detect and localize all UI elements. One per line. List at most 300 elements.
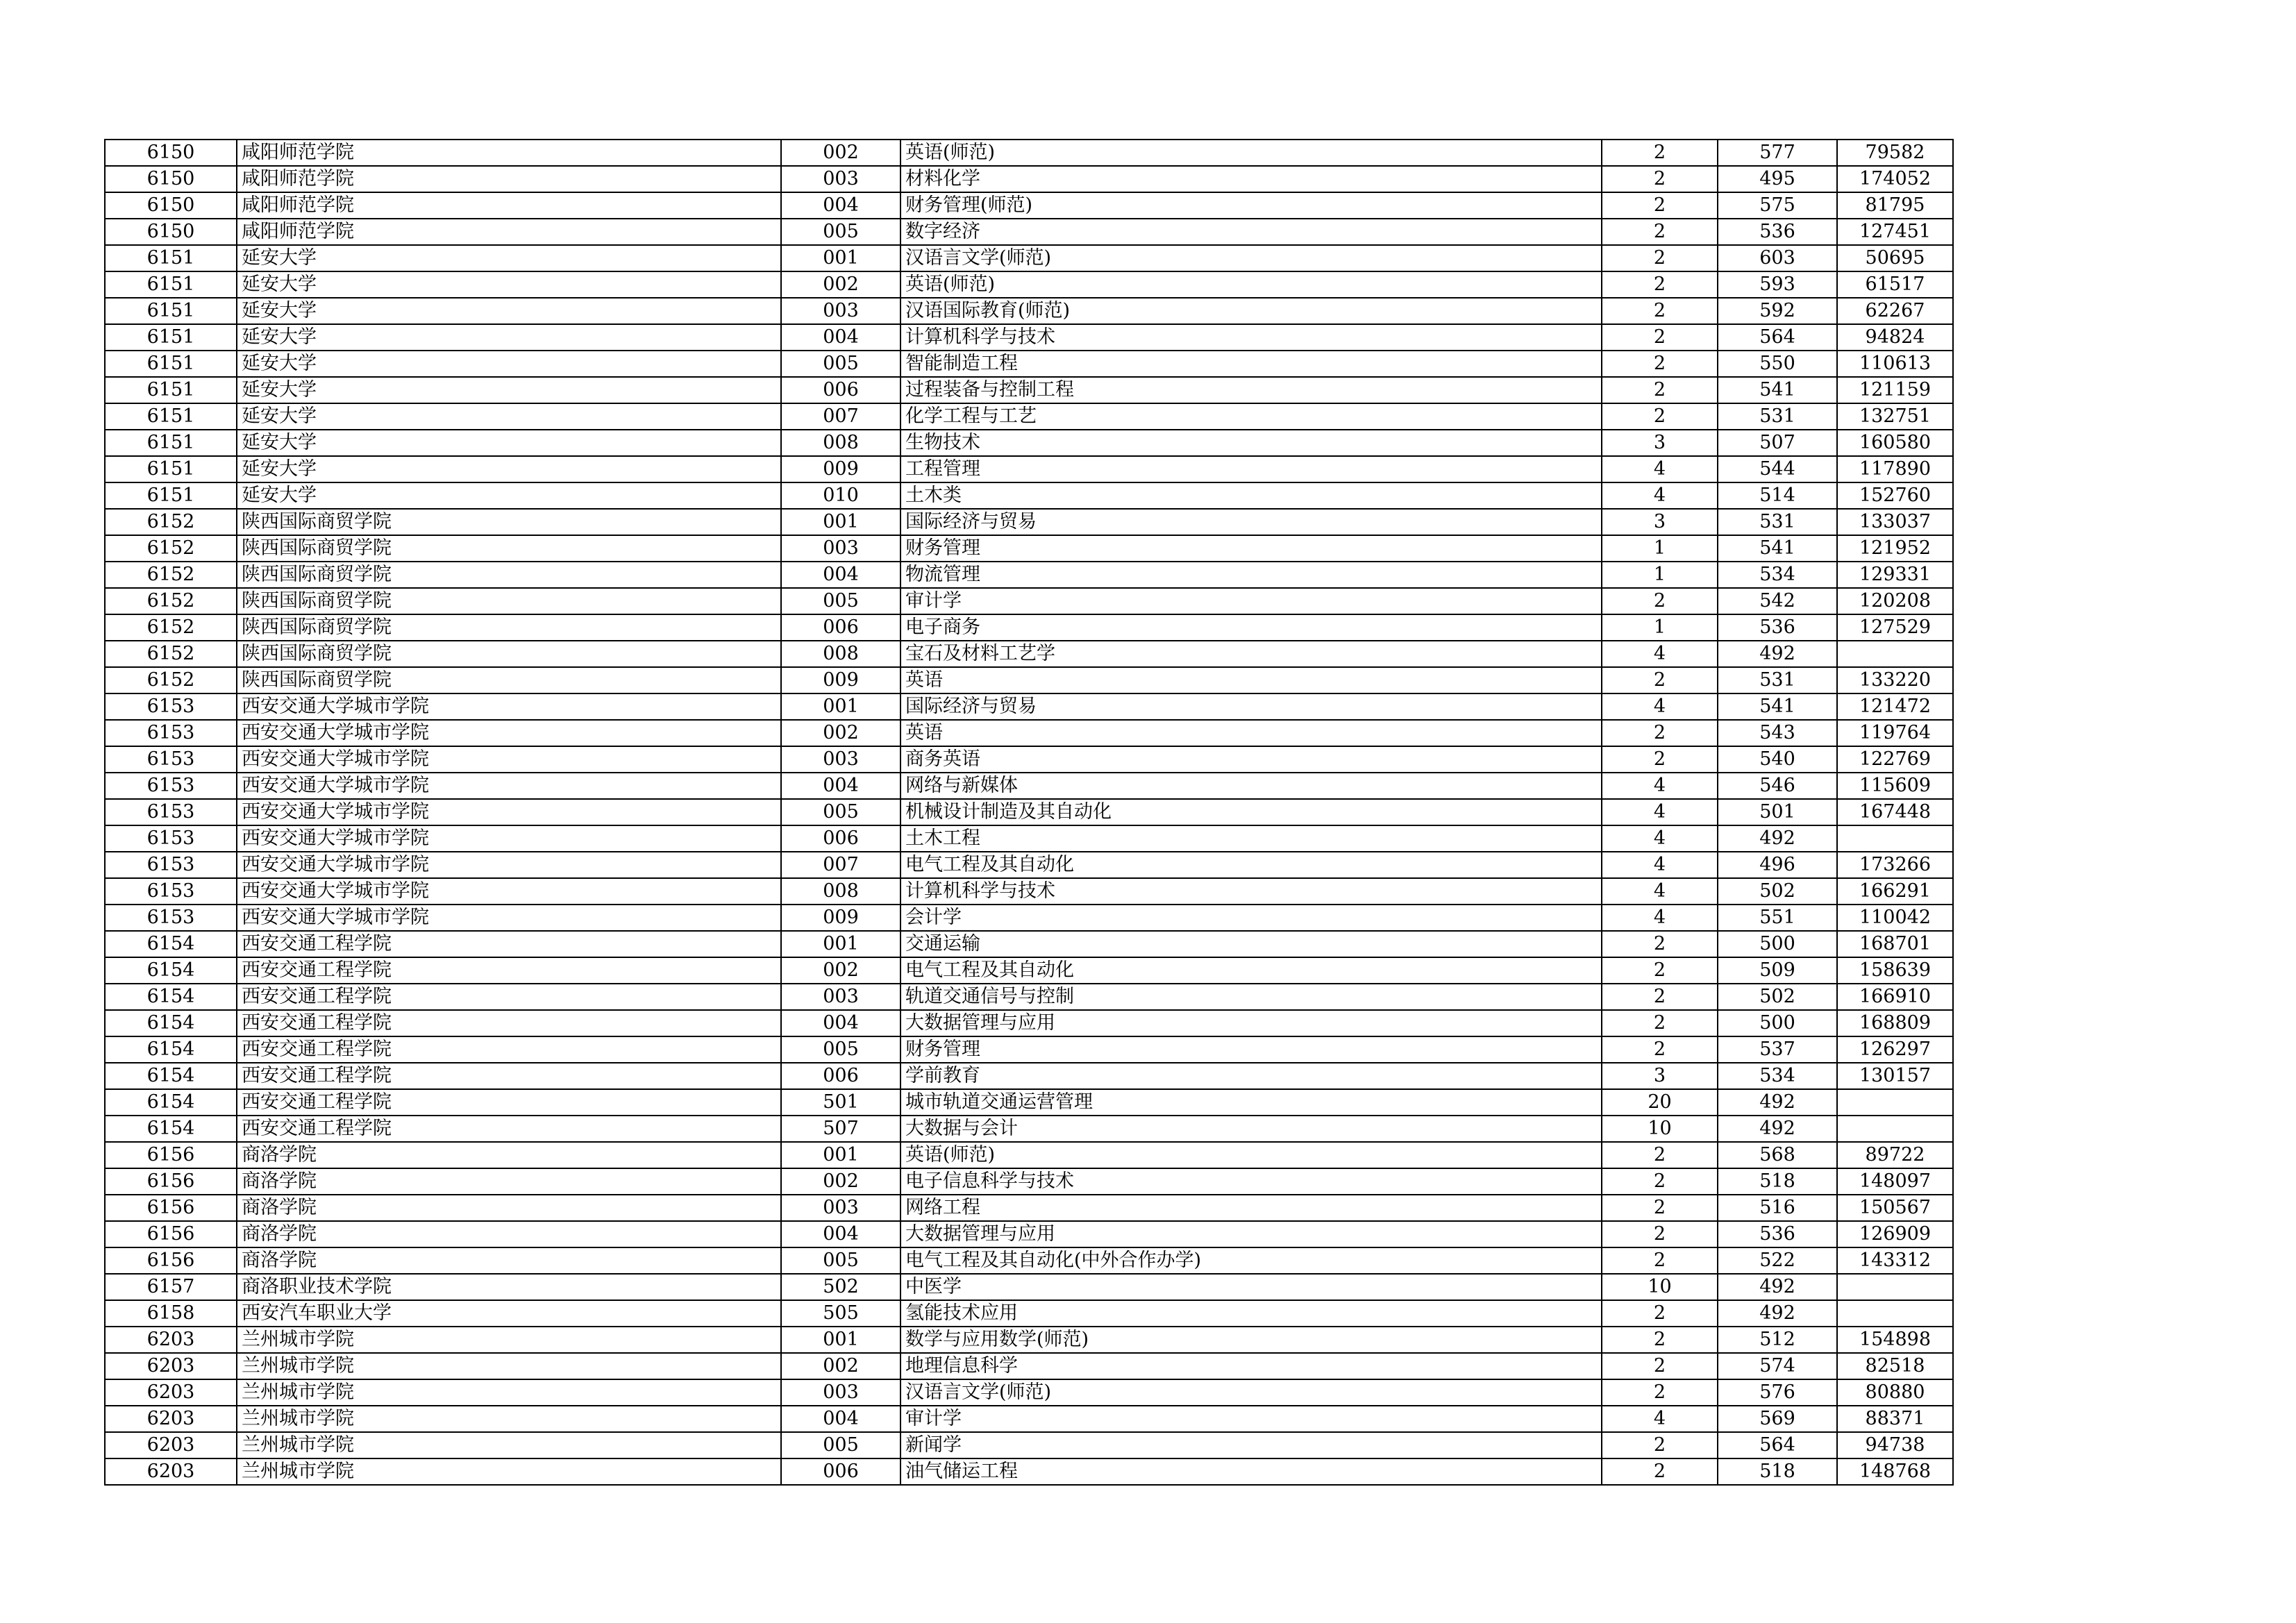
major-name-cell: 英语(师范) — [900, 271, 1602, 298]
major-code-cell: 502 — [781, 1274, 900, 1300]
table-row — [105, 1458, 1953, 1485]
table-row — [105, 1168, 1953, 1195]
major-code-cell: 004 — [781, 1010, 900, 1036]
school-name-cell: 西安交通大学城市学院 — [237, 746, 781, 773]
major-name-cell: 工程管理 — [900, 456, 1602, 482]
table-row — [105, 271, 1953, 298]
major-name-cell: 新闻学 — [900, 1432, 1602, 1458]
plan-count-cell: 2 — [1602, 1458, 1718, 1485]
school-name-cell: 西安交通工程学院 — [237, 1116, 781, 1142]
school-code-cell: 6152 — [105, 614, 237, 641]
min-rank-cell: 50695 — [1837, 245, 1953, 271]
plan-count-cell: 2 — [1602, 588, 1718, 614]
table-row — [105, 219, 1953, 245]
school-code-cell: 6154 — [105, 931, 237, 957]
min-rank-cell — [1837, 1089, 1953, 1116]
school-name-cell: 西安交通工程学院 — [237, 931, 781, 957]
school-code-cell: 6152 — [105, 588, 237, 614]
table-row — [105, 905, 1953, 931]
school-name-cell: 商洛学院 — [237, 1195, 781, 1221]
school-name-cell: 西安交通工程学院 — [237, 1089, 781, 1116]
table-row — [105, 931, 1953, 957]
min-rank-cell — [1837, 1116, 1953, 1142]
plan-count-cell: 4 — [1602, 641, 1718, 667]
major-code-cell: 004 — [781, 1406, 900, 1432]
min-score-cell: 492 — [1718, 641, 1837, 667]
plan-count-cell: 2 — [1602, 1327, 1718, 1353]
min-rank-cell: 173266 — [1837, 852, 1953, 878]
school-name-cell: 延安大学 — [237, 456, 781, 482]
plan-count-cell: 2 — [1602, 1168, 1718, 1195]
table-row — [105, 1036, 1953, 1063]
min-score-cell: 502 — [1718, 878, 1837, 905]
table-row — [105, 825, 1953, 852]
min-score-cell: 577 — [1718, 140, 1837, 166]
major-code-cell: 003 — [781, 1195, 900, 1221]
school-name-cell: 兰州城市学院 — [237, 1379, 781, 1406]
major-name-cell: 英语(师范) — [900, 1142, 1602, 1168]
major-code-cell: 003 — [781, 535, 900, 562]
min-score-cell: 536 — [1718, 219, 1837, 245]
table-row — [105, 245, 1953, 271]
major-name-cell: 计算机科学与技术 — [900, 878, 1602, 905]
major-code-cell: 006 — [781, 377, 900, 403]
school-name-cell: 咸阳师范学院 — [237, 219, 781, 245]
min-rank-cell: 158639 — [1837, 957, 1953, 984]
min-rank-cell: 62267 — [1837, 298, 1953, 324]
plan-count-cell: 2 — [1602, 245, 1718, 271]
min-rank-cell: 132751 — [1837, 403, 1953, 430]
school-code-cell: 6153 — [105, 799, 237, 825]
min-rank-cell: 121952 — [1837, 535, 1953, 562]
min-score-cell: 541 — [1718, 377, 1837, 403]
table-body — [105, 140, 1953, 1485]
min-score-cell: 575 — [1718, 192, 1837, 219]
school-code-cell: 6156 — [105, 1142, 237, 1168]
school-name-cell: 陕西国际商贸学院 — [237, 562, 781, 588]
min-rank-cell: 127529 — [1837, 614, 1953, 641]
major-name-cell: 城市轨道交通运营管理 — [900, 1089, 1602, 1116]
plan-count-cell: 4 — [1602, 482, 1718, 509]
school-code-cell: 6151 — [105, 245, 237, 271]
major-name-cell: 物流管理 — [900, 562, 1602, 588]
plan-count-cell: 2 — [1602, 931, 1718, 957]
major-code-cell: 006 — [781, 1063, 900, 1089]
major-code-cell: 009 — [781, 456, 900, 482]
table-row — [105, 166, 1953, 192]
major-name-cell: 审计学 — [900, 1406, 1602, 1432]
major-code-cell: 006 — [781, 1458, 900, 1485]
major-code-cell: 004 — [781, 773, 900, 799]
min-score-cell: 576 — [1718, 1379, 1837, 1406]
min-rank-cell: 110042 — [1837, 905, 1953, 931]
major-code-cell: 003 — [781, 984, 900, 1010]
major-name-cell: 财务管理 — [900, 1036, 1602, 1063]
table-row — [105, 667, 1953, 693]
table-row — [105, 377, 1953, 403]
table-row — [105, 614, 1953, 641]
plan-count-cell: 2 — [1602, 957, 1718, 984]
table-row — [105, 693, 1953, 720]
min-rank-cell: 61517 — [1837, 271, 1953, 298]
school-name-cell: 商洛学院 — [237, 1247, 781, 1274]
table-row — [105, 509, 1953, 535]
plan-count-cell: 2 — [1602, 984, 1718, 1010]
min-score-cell: 492 — [1718, 1274, 1837, 1300]
major-code-cell: 005 — [781, 1036, 900, 1063]
major-code-cell: 002 — [781, 957, 900, 984]
school-name-cell: 兰州城市学院 — [237, 1406, 781, 1432]
school-code-cell: 6153 — [105, 720, 237, 746]
min-score-cell: 536 — [1718, 1221, 1837, 1247]
school-name-cell: 西安交通大学城市学院 — [237, 773, 781, 799]
table-row — [105, 324, 1953, 351]
school-code-cell: 6150 — [105, 140, 237, 166]
school-code-cell: 6203 — [105, 1379, 237, 1406]
table-row — [105, 799, 1953, 825]
min-rank-cell: 79582 — [1837, 140, 1953, 166]
major-name-cell: 土木类 — [900, 482, 1602, 509]
min-rank-cell: 122769 — [1837, 746, 1953, 773]
plan-count-cell: 2 — [1602, 351, 1718, 377]
major-code-cell: 008 — [781, 641, 900, 667]
min-rank-cell: 121472 — [1837, 693, 1953, 720]
major-code-cell: 001 — [781, 931, 900, 957]
min-rank-cell — [1837, 641, 1953, 667]
major-name-cell: 电气工程及其自动化 — [900, 852, 1602, 878]
min-rank-cell: 120208 — [1837, 588, 1953, 614]
plan-count-cell: 2 — [1602, 1142, 1718, 1168]
major-name-cell: 中医学 — [900, 1274, 1602, 1300]
min-rank-cell: 130157 — [1837, 1063, 1953, 1089]
major-name-cell: 电气工程及其自动化(中外合作办学) — [900, 1247, 1602, 1274]
major-name-cell: 轨道交通信号与控制 — [900, 984, 1602, 1010]
major-code-cell: 002 — [781, 140, 900, 166]
school-code-cell: 6203 — [105, 1406, 237, 1432]
school-name-cell: 延安大学 — [237, 430, 781, 456]
major-code-cell: 009 — [781, 667, 900, 693]
min-score-cell: 564 — [1718, 324, 1837, 351]
school-name-cell: 延安大学 — [237, 245, 781, 271]
major-name-cell: 机械设计制造及其自动化 — [900, 799, 1602, 825]
major-code-cell: 003 — [781, 298, 900, 324]
min-score-cell: 546 — [1718, 773, 1837, 799]
school-code-cell: 6151 — [105, 403, 237, 430]
major-code-cell: 005 — [781, 799, 900, 825]
min-score-cell: 518 — [1718, 1458, 1837, 1485]
school-name-cell: 兰州城市学院 — [237, 1327, 781, 1353]
min-score-cell: 507 — [1718, 430, 1837, 456]
table-row — [105, 1327, 1953, 1353]
major-code-cell: 008 — [781, 430, 900, 456]
school-name-cell: 西安交通大学城市学院 — [237, 905, 781, 931]
school-name-cell: 延安大学 — [237, 351, 781, 377]
plan-count-cell: 2 — [1602, 140, 1718, 166]
plan-count-cell: 2 — [1602, 1036, 1718, 1063]
min-score-cell: 500 — [1718, 1010, 1837, 1036]
major-name-cell: 国际经济与贸易 — [900, 693, 1602, 720]
min-score-cell: 496 — [1718, 852, 1837, 878]
plan-count-cell: 2 — [1602, 1300, 1718, 1327]
school-name-cell: 西安交通大学城市学院 — [237, 799, 781, 825]
major-code-cell: 002 — [781, 720, 900, 746]
plan-count-cell: 2 — [1602, 403, 1718, 430]
min-rank-cell: 168809 — [1837, 1010, 1953, 1036]
plan-count-cell: 4 — [1602, 905, 1718, 931]
table-row — [105, 773, 1953, 799]
table-row — [105, 1247, 1953, 1274]
min-rank-cell: 154898 — [1837, 1327, 1953, 1353]
min-score-cell: 516 — [1718, 1195, 1837, 1221]
school-name-cell: 西安汽车职业大学 — [237, 1300, 781, 1327]
school-name-cell: 延安大学 — [237, 482, 781, 509]
school-code-cell: 6203 — [105, 1353, 237, 1379]
plan-count-cell: 1 — [1602, 535, 1718, 562]
min-rank-cell: 148097 — [1837, 1168, 1953, 1195]
table-row — [105, 1195, 1953, 1221]
school-code-cell: 6152 — [105, 641, 237, 667]
major-name-cell: 汉语国际教育(师范) — [900, 298, 1602, 324]
table-row — [105, 430, 1953, 456]
school-name-cell: 西安交通大学城市学院 — [237, 878, 781, 905]
plan-count-cell: 2 — [1602, 166, 1718, 192]
school-name-cell: 咸阳师范学院 — [237, 140, 781, 166]
plan-count-cell: 2 — [1602, 1195, 1718, 1221]
major-name-cell: 氢能技术应用 — [900, 1300, 1602, 1327]
min-rank-cell: 110613 — [1837, 351, 1953, 377]
table-row — [105, 746, 1953, 773]
min-score-cell: 564 — [1718, 1432, 1837, 1458]
major-name-cell: 数字经济 — [900, 219, 1602, 245]
plan-count-cell: 4 — [1602, 456, 1718, 482]
major-name-cell: 地理信息科学 — [900, 1353, 1602, 1379]
min-score-cell: 514 — [1718, 482, 1837, 509]
min-rank-cell: 160580 — [1837, 430, 1953, 456]
school-code-cell: 6153 — [105, 746, 237, 773]
school-code-cell: 6150 — [105, 219, 237, 245]
min-rank-cell: 94738 — [1837, 1432, 1953, 1458]
major-name-cell: 英语 — [900, 720, 1602, 746]
school-name-cell: 西安交通大学城市学院 — [237, 825, 781, 852]
major-name-cell: 计算机科学与技术 — [900, 324, 1602, 351]
min-score-cell: 531 — [1718, 667, 1837, 693]
table-row — [105, 1379, 1953, 1406]
major-name-cell: 土木工程 — [900, 825, 1602, 852]
school-code-cell: 6153 — [105, 825, 237, 852]
min-rank-cell: 166910 — [1837, 984, 1953, 1010]
table-row — [105, 1089, 1953, 1116]
table-row — [105, 535, 1953, 562]
school-code-cell: 6151 — [105, 324, 237, 351]
school-code-cell: 6154 — [105, 1063, 237, 1089]
major-code-cell: 006 — [781, 614, 900, 641]
school-code-cell: 6151 — [105, 351, 237, 377]
table-row — [105, 1432, 1953, 1458]
school-name-cell: 商洛学院 — [237, 1221, 781, 1247]
min-rank-cell — [1837, 1300, 1953, 1327]
plan-count-cell: 2 — [1602, 1221, 1718, 1247]
min-rank-cell: 121159 — [1837, 377, 1953, 403]
plan-count-cell: 2 — [1602, 298, 1718, 324]
school-code-cell: 6157 — [105, 1274, 237, 1300]
plan-count-cell: 2 — [1602, 1379, 1718, 1406]
table-row — [105, 588, 1953, 614]
min-score-cell: 500 — [1718, 931, 1837, 957]
min-score-cell: 550 — [1718, 351, 1837, 377]
major-code-cell: 001 — [781, 693, 900, 720]
plan-count-cell: 10 — [1602, 1116, 1718, 1142]
min-rank-cell: 117890 — [1837, 456, 1953, 482]
school-name-cell: 陕西国际商贸学院 — [237, 641, 781, 667]
major-code-cell: 001 — [781, 245, 900, 271]
school-name-cell: 兰州城市学院 — [237, 1432, 781, 1458]
min-rank-cell: 94824 — [1837, 324, 1953, 351]
plan-count-cell: 4 — [1602, 693, 1718, 720]
table-row — [105, 1116, 1953, 1142]
min-score-cell: 492 — [1718, 1116, 1837, 1142]
table-row — [105, 1010, 1953, 1036]
table-row — [105, 957, 1953, 984]
school-name-cell: 西安交通大学城市学院 — [237, 693, 781, 720]
plan-count-cell: 2 — [1602, 192, 1718, 219]
major-code-cell: 003 — [781, 746, 900, 773]
major-code-cell: 005 — [781, 351, 900, 377]
major-name-cell: 化学工程与工艺 — [900, 403, 1602, 430]
school-name-cell: 西安交通工程学院 — [237, 957, 781, 984]
school-code-cell: 6153 — [105, 693, 237, 720]
major-name-cell: 审计学 — [900, 588, 1602, 614]
table-row — [105, 984, 1953, 1010]
major-name-cell: 网络与新媒体 — [900, 773, 1602, 799]
table-row — [105, 1142, 1953, 1168]
min-score-cell: 541 — [1718, 693, 1837, 720]
major-name-cell: 电子信息科学与技术 — [900, 1168, 1602, 1195]
major-code-cell: 004 — [781, 324, 900, 351]
major-code-cell: 004 — [781, 192, 900, 219]
min-score-cell: 551 — [1718, 905, 1837, 931]
school-name-cell: 西安交通工程学院 — [237, 1010, 781, 1036]
plan-count-cell: 4 — [1602, 825, 1718, 852]
min-score-cell: 518 — [1718, 1168, 1837, 1195]
major-name-cell: 汉语言文学(师范) — [900, 1379, 1602, 1406]
major-code-cell: 501 — [781, 1089, 900, 1116]
major-name-cell: 宝石及材料工艺学 — [900, 641, 1602, 667]
school-code-cell: 6151 — [105, 456, 237, 482]
min-score-cell: 603 — [1718, 245, 1837, 271]
major-code-cell: 010 — [781, 482, 900, 509]
plan-count-cell: 10 — [1602, 1274, 1718, 1300]
min-rank-cell: 150567 — [1837, 1195, 1953, 1221]
major-code-cell: 005 — [781, 588, 900, 614]
major-code-cell: 507 — [781, 1116, 900, 1142]
table-row — [105, 1300, 1953, 1327]
table-row — [105, 1063, 1953, 1089]
min-score-cell: 544 — [1718, 456, 1837, 482]
school-code-cell: 6154 — [105, 957, 237, 984]
major-code-cell: 004 — [781, 1221, 900, 1247]
min-rank-cell: 82518 — [1837, 1353, 1953, 1379]
plan-count-cell: 2 — [1602, 271, 1718, 298]
major-name-cell: 油气储运工程 — [900, 1458, 1602, 1485]
major-name-cell: 交通运输 — [900, 931, 1602, 957]
major-name-cell: 财务管理 — [900, 535, 1602, 562]
table-row — [105, 1274, 1953, 1300]
major-code-cell: 004 — [781, 562, 900, 588]
min-rank-cell: 133220 — [1837, 667, 1953, 693]
school-name-cell: 商洛学院 — [237, 1142, 781, 1168]
school-code-cell: 6156 — [105, 1247, 237, 1274]
school-code-cell: 6151 — [105, 298, 237, 324]
table-row — [105, 456, 1953, 482]
min-score-cell: 531 — [1718, 509, 1837, 535]
min-score-cell: 501 — [1718, 799, 1837, 825]
major-code-cell: 007 — [781, 852, 900, 878]
plan-count-cell: 2 — [1602, 1247, 1718, 1274]
plan-count-cell: 3 — [1602, 1063, 1718, 1089]
school-code-cell: 6154 — [105, 1116, 237, 1142]
table-row — [105, 1406, 1953, 1432]
major-name-cell: 大数据管理与应用 — [900, 1010, 1602, 1036]
min-rank-cell: 80880 — [1837, 1379, 1953, 1406]
major-name-cell: 英语 — [900, 667, 1602, 693]
major-name-cell: 学前教育 — [900, 1063, 1602, 1089]
plan-count-cell: 2 — [1602, 324, 1718, 351]
min-score-cell: 568 — [1718, 1142, 1837, 1168]
major-name-cell: 会计学 — [900, 905, 1602, 931]
min-rank-cell: 126297 — [1837, 1036, 1953, 1063]
school-code-cell: 6156 — [105, 1168, 237, 1195]
school-code-cell: 6158 — [105, 1300, 237, 1327]
min-score-cell: 522 — [1718, 1247, 1837, 1274]
major-name-cell: 过程装备与控制工程 — [900, 377, 1602, 403]
min-rank-cell: 126909 — [1837, 1221, 1953, 1247]
min-score-cell: 492 — [1718, 1089, 1837, 1116]
school-name-cell: 西安交通工程学院 — [237, 984, 781, 1010]
school-name-cell: 延安大学 — [237, 377, 781, 403]
major-code-cell: 002 — [781, 1168, 900, 1195]
min-rank-cell: 148768 — [1837, 1458, 1953, 1485]
major-name-cell: 商务英语 — [900, 746, 1602, 773]
min-score-cell: 534 — [1718, 1063, 1837, 1089]
school-name-cell: 陕西国际商贸学院 — [237, 509, 781, 535]
major-name-cell: 大数据管理与应用 — [900, 1221, 1602, 1247]
major-code-cell: 001 — [781, 509, 900, 535]
major-code-cell: 006 — [781, 825, 900, 852]
table-row — [105, 852, 1953, 878]
min-rank-cell: 115609 — [1837, 773, 1953, 799]
school-name-cell: 咸阳师范学院 — [237, 166, 781, 192]
plan-count-cell: 3 — [1602, 430, 1718, 456]
major-code-cell: 005 — [781, 1247, 900, 1274]
plan-count-cell: 2 — [1602, 1432, 1718, 1458]
plan-count-cell: 2 — [1602, 1353, 1718, 1379]
admission-table — [104, 139, 1954, 1486]
plan-count-cell: 4 — [1602, 852, 1718, 878]
min-score-cell: 541 — [1718, 535, 1837, 562]
min-rank-cell: 133037 — [1837, 509, 1953, 535]
school-name-cell: 延安大学 — [237, 271, 781, 298]
min-score-cell: 536 — [1718, 614, 1837, 641]
min-score-cell: 574 — [1718, 1353, 1837, 1379]
school-code-cell: 6152 — [105, 667, 237, 693]
school-code-cell: 6153 — [105, 852, 237, 878]
table-row — [105, 1353, 1953, 1379]
min-score-cell: 534 — [1718, 562, 1837, 588]
school-code-cell: 6150 — [105, 166, 237, 192]
school-code-cell: 6152 — [105, 562, 237, 588]
table-row — [105, 1221, 1953, 1247]
min-score-cell: 542 — [1718, 588, 1837, 614]
